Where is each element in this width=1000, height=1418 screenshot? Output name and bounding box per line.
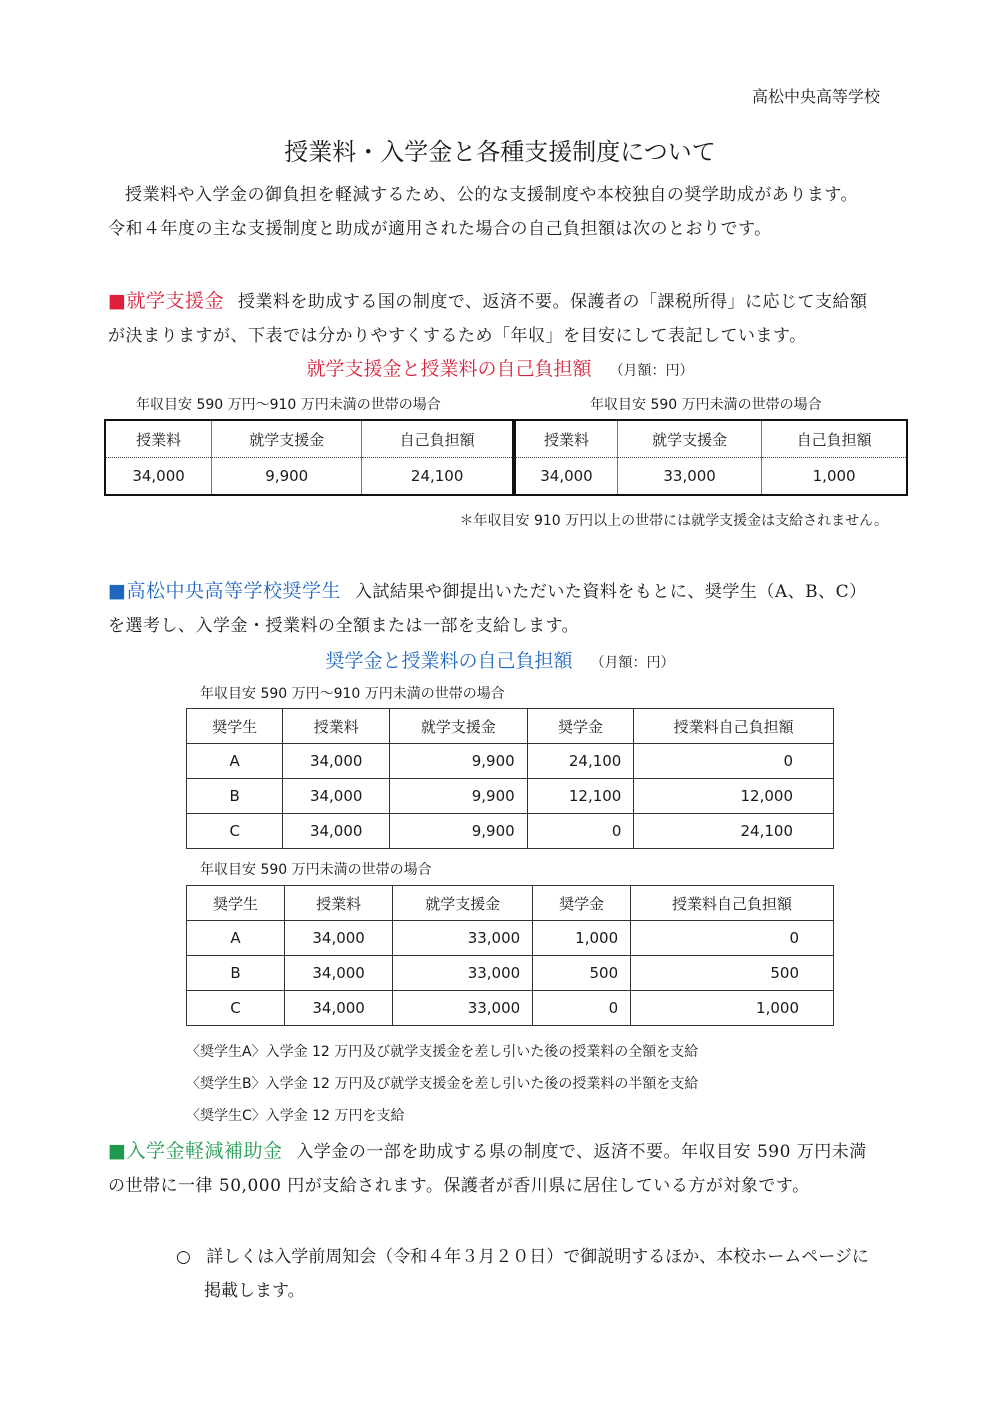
section2-table-title: 奨学金と授業料の自己負担額 <box>325 650 573 672</box>
grade-cell: C <box>187 814 283 849</box>
value-cell: 33,000 <box>393 991 533 1026</box>
value-cell: 33,000 <box>393 956 533 991</box>
header-cell: 就学支援金 <box>390 709 528 744</box>
header-cell: 就学支援金 <box>617 420 761 458</box>
section-entrance-fee-subsidy <box>108 1134 928 1203</box>
value-cell: 500 <box>631 956 834 991</box>
header-cell: 授業料 <box>515 420 617 458</box>
header-cell: 授業料 <box>284 886 392 921</box>
section2-body-line-1: 入試結果や御提出いただいた資料をもとに、奨学生（A、B、C） <box>354 582 867 602</box>
value-cell: 12,100 <box>527 779 634 814</box>
header-cell: 授業料自己負担額 <box>634 709 834 744</box>
header-cell: 奨学金 <box>533 886 631 921</box>
value-cell: 12,000 <box>634 779 834 814</box>
value-cell: 34,000 <box>540 467 593 485</box>
section3-body-line-2: の世帯に一律 50,000 円が支給されます。保護者が香川県に居住している方が対象です。 <box>108 1176 810 1196</box>
value-cell: 33,000 <box>393 921 533 956</box>
value-cell: 9,900 <box>390 779 528 814</box>
section3-heading: 入学金軽減補助金 <box>126 1140 283 1162</box>
grade-cell: B <box>187 779 283 814</box>
value-cell: 1,000 <box>631 991 834 1026</box>
section2-table-title-row <box>0 646 1000 673</box>
grade-cell: C <box>187 991 285 1026</box>
section-shugaku-shienkin <box>108 284 928 353</box>
value-cell: 34,000 <box>132 467 185 485</box>
section2-table-b-caption: 年収目安 590 万円未満の世帯の場合 <box>200 862 432 878</box>
header-cell: 奨学生 <box>187 886 285 921</box>
closing-note <box>176 1240 936 1308</box>
value-cell: 34,000 <box>283 814 390 849</box>
blue-square-icon: ■ <box>108 580 127 602</box>
section1-table-right <box>514 419 908 496</box>
section1-unit: （月額：円） <box>609 363 694 379</box>
value-cell: 500 <box>533 956 631 991</box>
value-cell: 34,000 <box>283 779 390 814</box>
grade-cell: A <box>187 921 285 956</box>
section1-left-caption: 年収目安 590 万円～910 万円未満の世帯の場合 <box>136 397 441 413</box>
section2-heading: 高松中央高等学校奨学生 <box>126 580 341 602</box>
section1-table-left <box>104 419 514 496</box>
section2-body-line-2: を選考し、入学金・授業料の全額または一部を支給します。 <box>108 616 580 636</box>
value-cell: 24,100 <box>527 744 634 779</box>
red-square-icon: ■ <box>108 290 127 312</box>
header-cell: 奨学金 <box>527 709 634 744</box>
grade-cell: B <box>187 956 285 991</box>
value-cell: 0 <box>631 921 834 956</box>
section1-right-caption: 年収目安 590 万円未満の世帯の場合 <box>590 397 822 413</box>
value-cell: 34,000 <box>284 991 392 1026</box>
scholarship-note-a: 〈奨学生A〉入学金 12 万円及び就学支援金を差し引いた後の授業料の全額を支給 <box>186 1044 699 1060</box>
value-cell: 9,900 <box>390 814 528 849</box>
page-title: 授業料・入学金と各種支援制度について <box>284 138 716 166</box>
section2-table-a-caption: 年収目安 590 万円～910 万円未満の世帯の場合 <box>200 686 505 702</box>
green-square-icon: ■ <box>108 1140 127 1162</box>
value-cell: 0 <box>527 814 634 849</box>
scholarship-table-b <box>186 885 834 1026</box>
section1-footnote: ＊年収目安 910 万円以上の世帯には就学支援金は支給されません。 <box>459 513 888 529</box>
value-cell: 9,900 <box>390 744 528 779</box>
header-cell: 自己負担額 <box>362 420 513 458</box>
header-cell: 自己負担額 <box>762 420 907 458</box>
section-scholarship <box>108 574 928 643</box>
section3-body-line-1: 入学金の一部を助成する県の制度で、返済不要。年収目安 590 万円未満 <box>296 1142 867 1162</box>
value-cell: 34,000 <box>284 956 392 991</box>
intro-line-2: 令和４年度の主な支援制度と助成が適用された場合の自己負担額は次のとおりです。 <box>108 219 772 239</box>
table-row <box>187 991 834 1026</box>
value-cell: 34,000 <box>284 921 392 956</box>
scholarship-note-b: 〈奨学生B〉入学金 12 万円及び就学支援金を差し引いた後の授業料の半額を支給 <box>186 1076 699 1092</box>
value-cell: 24,100 <box>634 814 834 849</box>
value-cell: 1,000 <box>533 921 631 956</box>
header-cell: 就学支援金 <box>393 886 533 921</box>
header-cell: 授業料 <box>283 709 390 744</box>
table-row <box>187 921 834 956</box>
school-name: 高松中央高等学校 <box>751 87 880 106</box>
value-cell: 1,000 <box>762 458 907 496</box>
section1-body-line-1: 授業料を助成する国の制度で、返済不要。保護者の「課税所得」に応じて支給額 <box>237 292 868 312</box>
header-cell: 授業料自己負担額 <box>631 886 834 921</box>
section2-unit: （月額：円） <box>590 655 675 671</box>
value-cell: 9,900 <box>212 458 362 496</box>
section1-table-title: 就学支援金と授業料の自己負担額 <box>306 358 592 380</box>
intro-line-1: 授業料や入学金の御負担を軽減するため、公的な支援制度や本校独自の奨学助成があります。 <box>125 185 858 205</box>
value-cell: 24,100 <box>362 458 513 496</box>
header-cell: 授業料 <box>105 420 212 458</box>
table-row <box>187 779 834 814</box>
table-row <box>187 814 834 849</box>
table-row <box>187 744 834 779</box>
value-cell: 0 <box>533 991 631 1026</box>
header-cell: 就学支援金 <box>212 420 362 458</box>
scholarship-note-c: 〈奨学生C〉入学金 12 万円を支給 <box>186 1108 405 1124</box>
table-row <box>187 956 834 991</box>
scholarship-table-a <box>186 708 834 849</box>
value-cell: 0 <box>634 744 834 779</box>
section1-heading: 就学支援金 <box>126 290 224 312</box>
header-cell: 奨学生 <box>187 709 283 744</box>
section1-body-line-2: が決まりますが、下表では分かりやすくするため「年収」を目安にして表記しています。 <box>108 326 807 346</box>
value-cell: 33,000 <box>617 458 761 496</box>
intro-paragraph <box>108 178 928 246</box>
section1-table-title-row <box>0 354 1000 381</box>
closing-line-2: 掲載します。 <box>204 1281 305 1301</box>
value-cell: 34,000 <box>283 744 390 779</box>
grade-cell: A <box>187 744 283 779</box>
circle-bullet-icon: ○ <box>176 1247 191 1267</box>
closing-line-1: 詳しくは入学前周知会（令和４年３月２０日）で御説明するほか、本校ホームページに <box>206 1247 869 1267</box>
